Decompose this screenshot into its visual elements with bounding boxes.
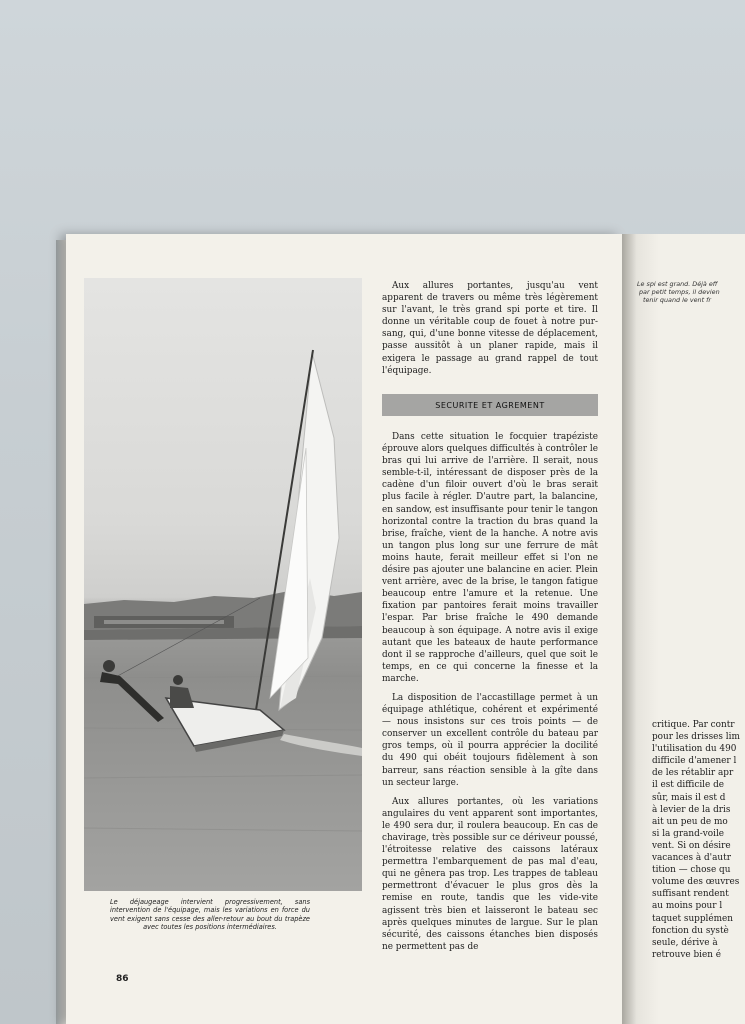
right-page-column bbox=[652, 719, 745, 961]
body-paragraph-2: La disposition de l'accastillage permet à un équipage athlétique, cohérent et expérimenté — nous insistons sur ces trois points — de conserver un excellent contrôle du bateau par gros temps, où il pourra apprécier la docilité du 490 qui obéit toujours fidèlement à son barreur, sans réaction sensible à la gîte dans un secteur large. bbox=[382, 692, 598, 788]
body-paragraph-1: Dans cette situation le focquier trapéziste éprouve alors quelques difficultés à contrôler le bras qui lui arrive de l'arrière. Il serait, nous semble-t-il, intéressant de disposer près de la cadène d'un filoir ouvert d'où le bras serait plus facile à régler. D'autre part, la balancine, en sandow, est insuffisante pour tenir le tangon horizontal contre la traction du bras quand la brise, fraîche, vient de la hanche. A notre avis un tangon plus long sur une ferrure de mât moins haute, ferait meilleur effet si l'on ne désire pas ajouter une balancine en acier. Plein vent arrière, avec de la brise, le tangon fatigue beaucoup entre l'amure et la retenue. Une fixation par pantoires ferait moins travailler l'espar. Par brise fraîche le 490 demande beaucoup à son équipage. A notre avis il exige autant que les bateaux de haute performance dont il se rapproche d'ailleurs, quel que soit le temps, en ce qui concerne la finesse et la marche. bbox=[382, 432, 598, 684]
right-text-line: vent. Si on désire bbox=[652, 840, 731, 851]
right-text-line: critique. Par contr bbox=[652, 720, 735, 730]
right-text-line: tition — chose qu bbox=[652, 865, 731, 876]
right-page-caption bbox=[637, 280, 745, 304]
right-caption-line: tenir quand le vent fr bbox=[643, 296, 712, 304]
sailing-photo bbox=[84, 278, 362, 891]
right-text-line: seule, dérive à bbox=[652, 937, 718, 948]
right-text-line: pour les drisses lim bbox=[652, 732, 740, 743]
right-text-line: il est difficile de bbox=[652, 780, 725, 791]
right-caption-line: par petit temps, il devien bbox=[639, 288, 720, 296]
right-text-line: ait un peu de mo bbox=[652, 816, 728, 827]
main-column bbox=[382, 431, 598, 953]
right-text-line: volume des œuvres bbox=[652, 877, 740, 888]
right-caption-line: Le spi est grand. Déjà eff bbox=[637, 280, 718, 288]
right-text-line: fonction du systè bbox=[652, 925, 729, 936]
right-text-line: si la grand-voile bbox=[652, 828, 725, 839]
right-text-line: au moins pour l bbox=[652, 901, 723, 912]
page-number: 86 bbox=[116, 974, 129, 984]
photo-caption: Le déjaugeage intervient progressivement, sans intervention de l'équipage, mais les variations en force du vent exigent sans cesse des aller-retour au bout du trapèze avec toutes les positions intermédiaires. bbox=[110, 898, 310, 932]
right-text-line: l'utilisation du 490 bbox=[652, 744, 737, 755]
right-text-line: de les rétablir apr bbox=[652, 768, 734, 779]
right-text-line: vacances à d'autr bbox=[652, 853, 731, 864]
intro-paragraph: Aux allures portantes, jusqu'au vent apparent de travers ou même très légèrement sur l'avant, le très grand spi porte et tire. Il donne un véritable coup de fouet à notre pur-sang, qui, d'une bonne vitesse de déplacement, passe aussitôt à un planer rapide, mais il exigera le passage au grand rappel de tout l'équipage. bbox=[382, 281, 598, 376]
right-text-line: suffisant rendent bbox=[652, 889, 729, 900]
right-text-line: retrouve bien é bbox=[652, 949, 722, 960]
right-text-line: difficile d'amener l bbox=[652, 756, 737, 767]
section-heading: SECURITE ET AGREMENT bbox=[382, 394, 598, 416]
right-text-line: taquet supplémen bbox=[652, 913, 734, 924]
intro-column bbox=[382, 280, 598, 377]
body-paragraph-3: Aux allures portantes, où les variations angulaires du vent apparent sont importantes, le 490 sera dur, il roulera beaucoup. En cas de chavirage, très possible sur ce dériveur poussé, l'étroitesse relative des caissons latéraux permettra l'embarquement de pas mal d'eau, qui ne gênera pas trop. Les trappes de tableau permettront d'évacuer le plus gros dès la remise en route, tandis que les vide-vite agissent très bien et laisseront le bateau sec après quelques minutes de largue. Sur le plan sécurité, des caissons étanches bien disposés ne permettent pas de bbox=[382, 796, 598, 952]
right-text-line: à levier de la dris bbox=[652, 804, 731, 815]
right-text-line: sûr, mais il est d bbox=[652, 792, 726, 803]
